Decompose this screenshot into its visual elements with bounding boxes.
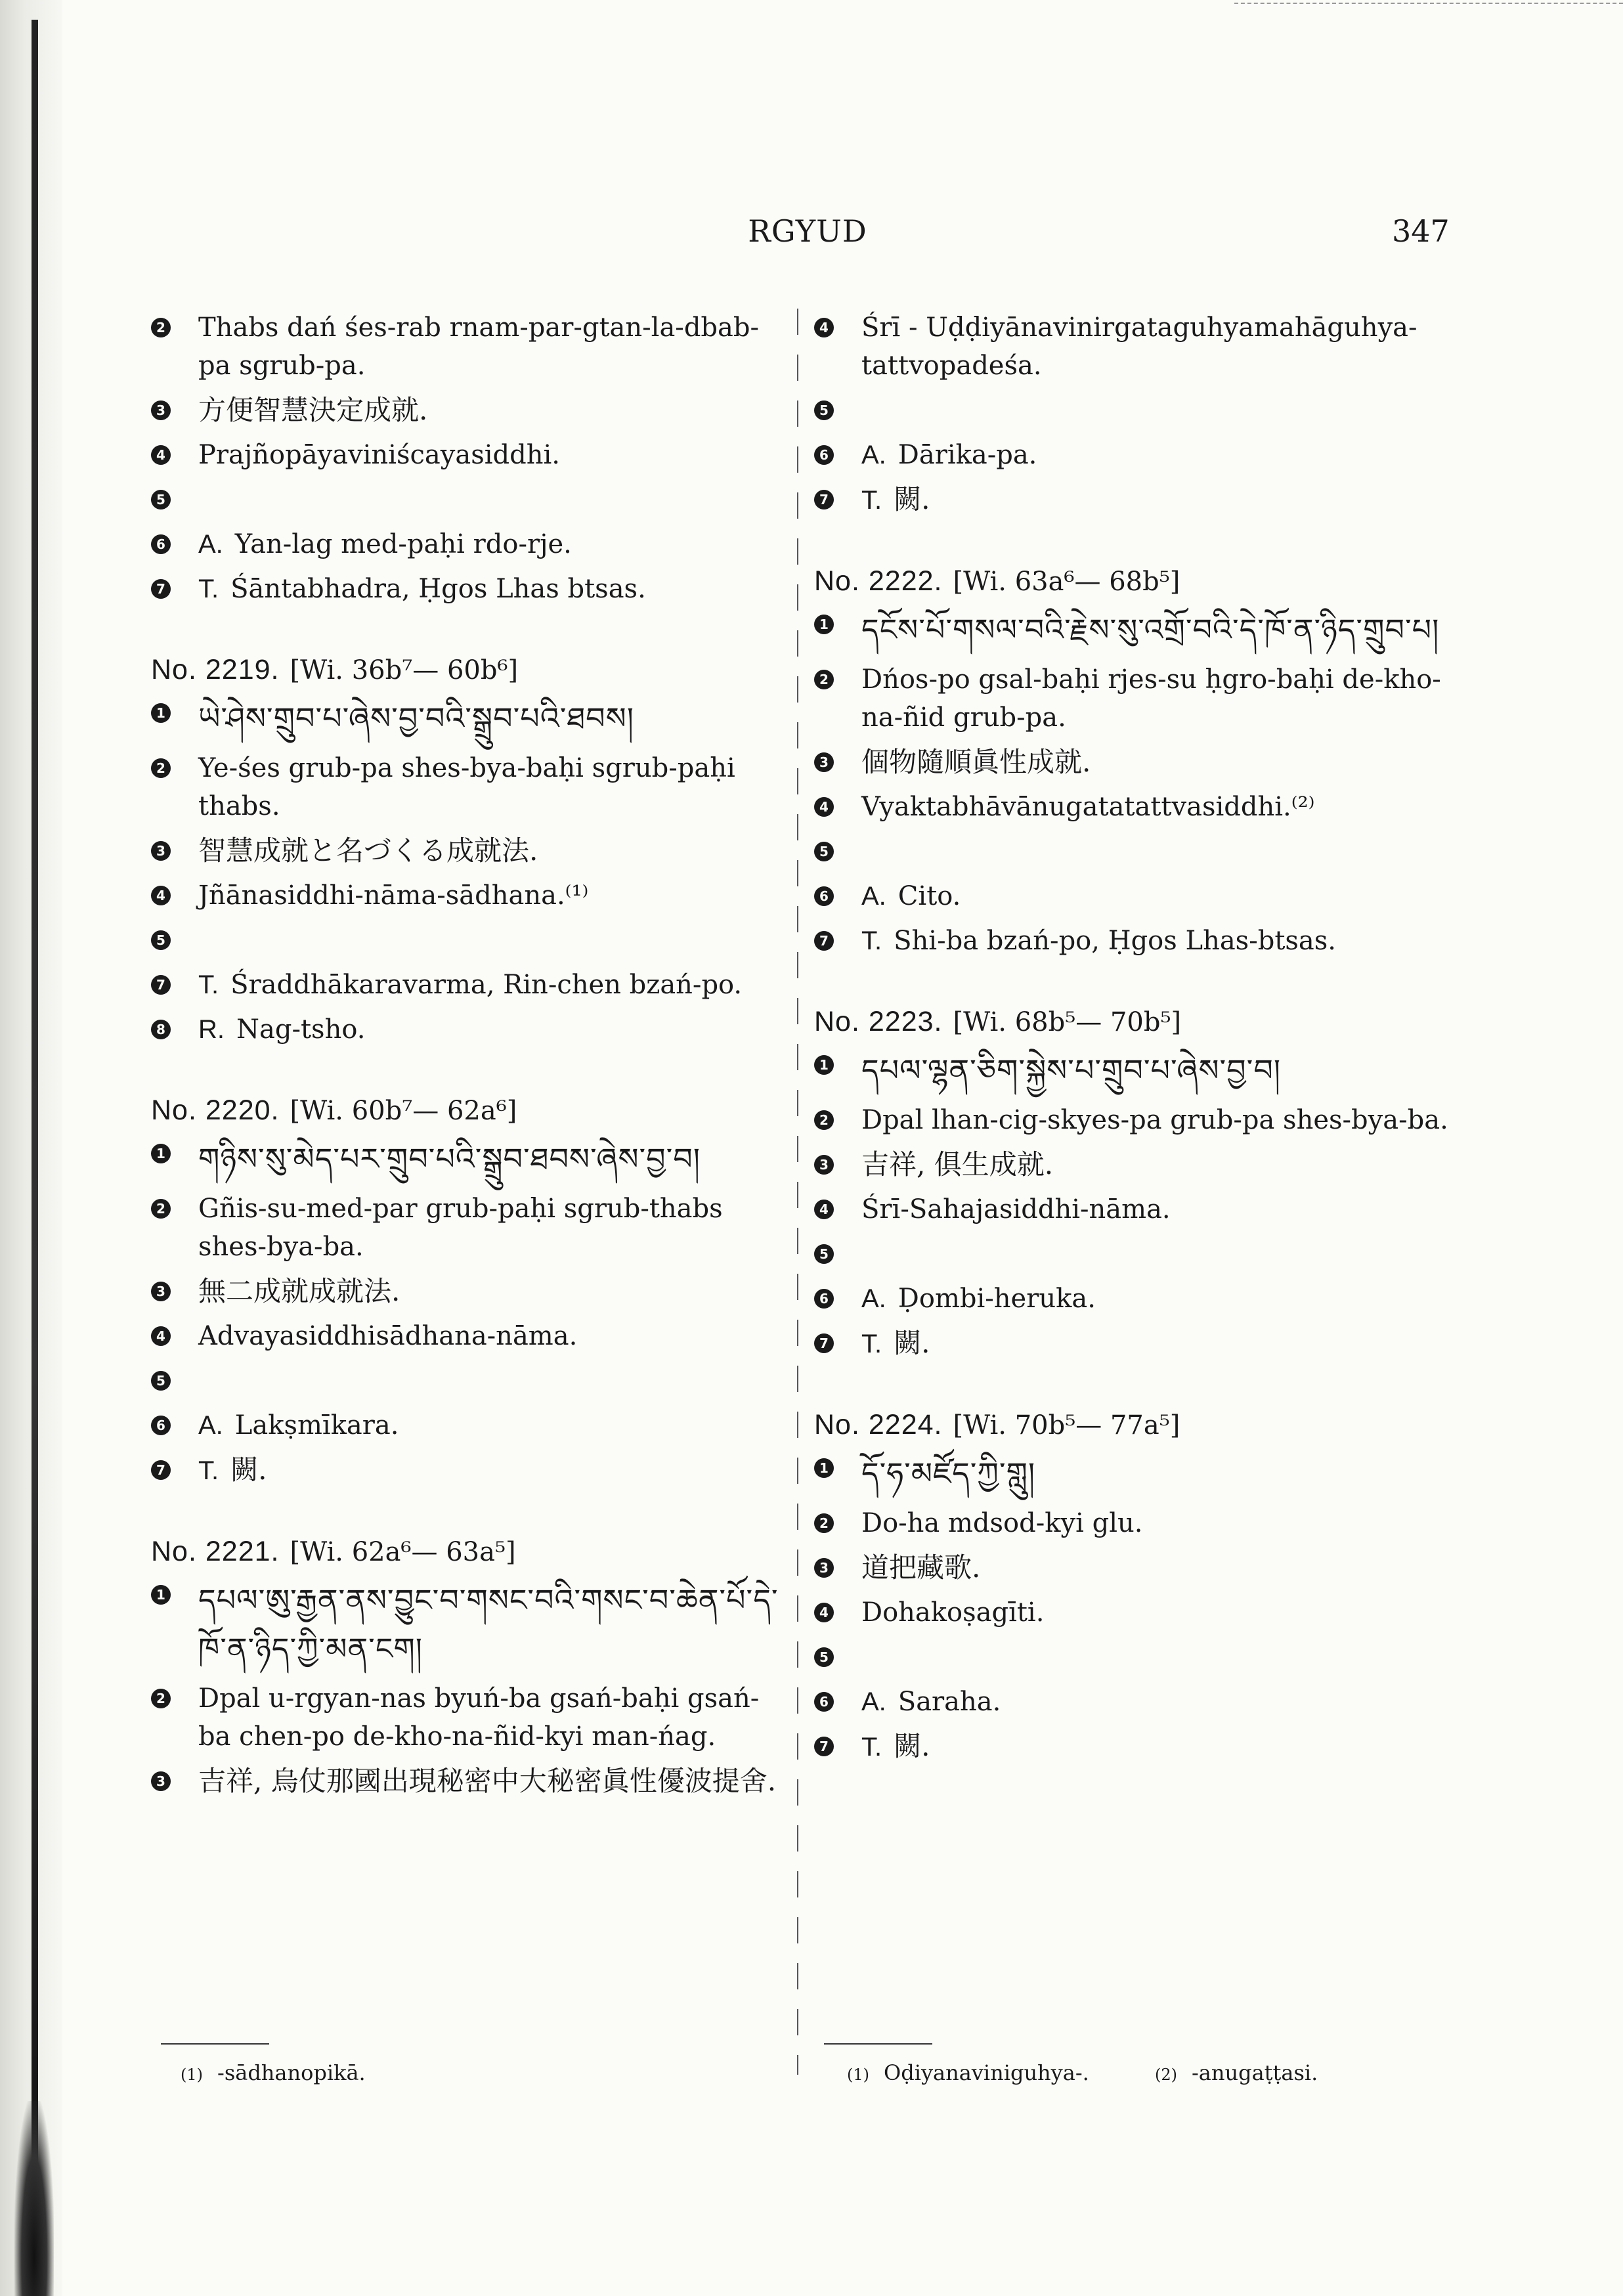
list-item [151, 309, 781, 385]
item-text: Dpal lhan-cig-skyes-pa grub-pa shes-bya-ba. [861, 1105, 1448, 1135]
item-text: Ḍombi-heruka. [898, 1284, 1096, 1314]
item-text: 方便智慧決定成就. [198, 394, 428, 426]
entry-number: No. 2222. [814, 565, 943, 597]
tibetan-title: གཉིས་སུ་མེད་པར་གྲུབ་པའི་སྒྲུབ་ཐབས་ཞེས་བྱ་བ། [198, 1141, 701, 1177]
list-item [151, 1135, 781, 1183]
footnote-left [181, 2060, 366, 2085]
item-marker: 2 [814, 1110, 834, 1130]
list-item [814, 1146, 1471, 1184]
list-item [814, 1549, 1471, 1587]
item-text: 闕. [894, 483, 930, 515]
item-marker: 2 [151, 318, 171, 337]
item-text: Dńos-po gsal-baḥi rjes-su ḥgro-baḥi de-kho-na-ñid grub-pa. [861, 664, 1441, 733]
footnote-rule-right [824, 2043, 932, 2045]
entry-2218-continued [151, 309, 781, 608]
running-head: RGYUD [748, 213, 867, 249]
entry-number: No. 2220. [151, 1094, 280, 1126]
item-marker: 3 [151, 1771, 171, 1791]
role-label: A. [861, 882, 886, 911]
list-item [151, 1762, 781, 1800]
list-item [151, 1576, 781, 1673]
page-number: 347 [1392, 213, 1450, 249]
item-text: Shi-ba bzań-po, Ḥgos Lhas-btsas. [894, 926, 1337, 956]
role-label: T. [861, 926, 882, 955]
list-item [151, 570, 781, 608]
list-item [814, 1504, 1471, 1542]
item-text: Nag-tsho. [236, 1014, 366, 1045]
list-item [151, 921, 781, 959]
list-item [151, 525, 781, 563]
item-text: 無二成就成就法. [198, 1275, 400, 1307]
entry-number: No. 2221. [151, 1536, 280, 1567]
tibetan-title: དཔལ་ལྷན་ཅིག་སྐྱེས་པ་གྲུབ་པ་ཞེས་བྱ་བ། [861, 1052, 1282, 1088]
item-text: Dārika-pa. [898, 440, 1037, 470]
entry-2222 [814, 565, 1471, 960]
item-text: 闕. [894, 1327, 930, 1359]
item-text: Dpal u-rgyan-nas byuń-ba gsań-baḥi gsań-ba chen-po de-kho-na-ñid-kyi man-ńag. [198, 1683, 760, 1752]
item-marker: 1 [151, 703, 171, 723]
entry-number: No. 2224. [814, 1409, 943, 1440]
list-item [814, 743, 1471, 781]
list-item [814, 605, 1471, 654]
item-marker: 6 [814, 1289, 834, 1309]
entry-heading [151, 1536, 781, 1568]
role-label: A. [198, 1411, 223, 1440]
item-marker: 2 [151, 1199, 171, 1219]
item-text: Do-ha mdsod-kyi glu. [861, 1508, 1143, 1538]
item-text: Advayasiddhisādhana-nāma. [198, 1321, 578, 1351]
item-marker: 1 [814, 1458, 834, 1478]
item-text: Lakṣmīkara. [234, 1410, 399, 1440]
item-marker: 6 [814, 1692, 834, 1712]
item-text: Ye-śes grub-pa shes-bya-baḥi sgrub-paḥi thabs. [198, 753, 735, 821]
item-marker: 2 [151, 758, 171, 778]
list-item [151, 694, 781, 743]
item-marker: 2 [814, 670, 834, 689]
list-item [151, 436, 781, 474]
binding-shadow [14, 2101, 54, 2296]
entry-2219 [151, 654, 781, 1049]
role-label: T. [861, 486, 882, 515]
entry-2221-continued [814, 309, 1471, 519]
list-item [151, 1679, 781, 1756]
item-marker: 2 [151, 1689, 171, 1708]
footnote-text: Oḍiyanaviniguhya-. [884, 2060, 1089, 2085]
footnote-rule-left [161, 2043, 269, 2045]
list-item [151, 1317, 781, 1355]
entry-heading [814, 1409, 1471, 1441]
item-marker: 1 [151, 1144, 171, 1163]
item-marker: 5 [151, 490, 171, 509]
list-item [151, 877, 781, 915]
list-item [151, 1406, 781, 1444]
role-label: T. [198, 970, 219, 999]
item-text: Vyaktabhāvānugatatattvasiddhi.⁽²⁾ [861, 792, 1315, 822]
item-text [198, 1362, 781, 1400]
entry-heading [814, 565, 1471, 597]
tibetan-title: དཔལ་ཨུ་རྒྱན་ནས་བྱུང་བ་གསང་བའི་གསང་བ་ཆེན་པོ་དེ་ཁོ་ན་ཉིད་ཀྱི་མན་ངག། [198, 1582, 779, 1666]
item-marker: 3 [814, 1558, 834, 1578]
item-text: 闕. [894, 1730, 930, 1762]
item-marker: 3 [814, 1155, 834, 1175]
item-marker: 3 [151, 401, 171, 420]
item-text [861, 1638, 1471, 1676]
entry-heading [151, 654, 781, 686]
list-item [151, 1010, 781, 1049]
item-marker: 7 [151, 1460, 171, 1480]
item-marker: 2 [814, 1513, 834, 1533]
entry-number: No. 2219. [151, 654, 280, 685]
item-marker: 3 [814, 752, 834, 772]
list-item [151, 966, 781, 1004]
item-marker: 4 [151, 445, 171, 465]
list-item [814, 309, 1471, 385]
entry-ref: [Wi. 62a⁶— 63a⁵] [290, 1537, 516, 1567]
entry-ref: [Wi. 70b⁵— 77a⁵] [953, 1410, 1180, 1440]
role-label: T. [198, 1456, 219, 1485]
item-marker: 8 [151, 1020, 171, 1039]
entry-ref: [Wi. 68b⁵— 70b⁵] [953, 1007, 1182, 1037]
item-marker: 5 [151, 930, 171, 950]
tibetan-title: ཡེ་ཤེས་གྲུབ་པ་ཞེས་བྱ་བའི་སྒྲུབ་པའི་ཐབས། [198, 701, 634, 736]
role-label: T. [861, 1330, 882, 1358]
entry-ref: [Wi. 36b⁷— 60b⁶] [290, 655, 519, 685]
item-marker: 7 [151, 579, 171, 599]
item-marker: 1 [151, 1585, 171, 1605]
item-marker: 4 [814, 1200, 834, 1219]
role-label: R. [198, 1015, 225, 1044]
list-item [151, 1451, 781, 1490]
list-item [814, 661, 1471, 737]
item-text: Thabs dań śes-rab rnam-par-gtan-la-dbab-pa sgrub-pa. [198, 313, 760, 381]
list-item [814, 1235, 1471, 1273]
item-text: Dohakoṣagīti. [861, 1597, 1045, 1628]
footnote-text: -sādhanopikā. [217, 2060, 366, 2085]
entry-number: No. 2223. [814, 1006, 943, 1037]
role-label: A. [861, 1687, 886, 1716]
item-marker: 4 [151, 1326, 171, 1346]
item-text: Prajñopāyaviniścayasiddhi. [198, 440, 560, 470]
item-text: Gñis-su-med-par grub-paḥi sgrub-thabs shes-bya-ba. [198, 1194, 723, 1262]
footnote-text: -anugaṭṭasi. [1191, 2060, 1318, 2085]
list-item [814, 481, 1471, 519]
item-text: 個物隨順眞性成就. [861, 746, 1091, 778]
item-marker: 6 [814, 445, 834, 465]
item-marker: 3 [151, 841, 171, 861]
role-label: A. [861, 1284, 886, 1313]
item-text [198, 921, 781, 959]
item-text: Cito. [898, 881, 961, 911]
column-divider [797, 309, 798, 2075]
list-item [814, 877, 1471, 915]
right-column [814, 309, 1471, 1773]
item-marker: 4 [814, 1603, 834, 1622]
item-marker: 5 [814, 1244, 834, 1264]
role-label: A. [198, 530, 223, 559]
list-item [814, 436, 1471, 474]
role-label: A. [861, 441, 886, 469]
item-marker: 6 [151, 1416, 171, 1435]
item-text: Jñānasiddhi-nāma-sādhana.⁽¹⁾ [198, 880, 589, 911]
entry-2224 [814, 1409, 1471, 1766]
item-text [861, 391, 1471, 429]
item-text [198, 481, 781, 519]
role-label: T. [198, 574, 219, 603]
item-text: 智慧成就と名づくる成就法. [198, 834, 538, 867]
list-item [814, 1324, 1471, 1363]
entry-heading [151, 1094, 781, 1127]
item-marker: 6 [151, 534, 171, 554]
list-item [151, 1362, 781, 1400]
entry-heading [814, 1006, 1471, 1038]
list-item [814, 1449, 1471, 1498]
item-marker: 4 [814, 318, 834, 337]
item-marker: 7 [814, 931, 834, 951]
list-item [814, 1727, 1471, 1766]
entry-ref: [Wi. 60b⁷— 62a⁶] [290, 1096, 517, 1126]
item-text: Śraddhākaravarma, Rin-chen bzań-po. [230, 970, 743, 1000]
item-text: 道把藏歌. [861, 1551, 981, 1584]
item-marker: 5 [151, 1371, 171, 1391]
item-text: Saraha. [898, 1687, 1001, 1717]
item-text: Śāntabhadra, Ḥgos Lhas btsas. [230, 574, 646, 604]
list-item [151, 749, 781, 825]
list-item [814, 1683, 1471, 1721]
entry-2221 [151, 1536, 781, 1800]
footnote-right [847, 2060, 1318, 2085]
item-marker: 5 [814, 401, 834, 420]
list-item [151, 1272, 781, 1310]
list-item [151, 481, 781, 519]
item-text: Yan-lag med-paḥi rdo-rje. [234, 529, 572, 559]
top-rule [1234, 0, 1623, 4]
item-marker: 4 [814, 797, 834, 817]
left-column [151, 309, 781, 1807]
item-marker: 5 [814, 842, 834, 861]
footnote-number: (2) [1154, 2066, 1177, 2084]
tibetan-title: དོ་ཧ་མཛོད་ཀྱི་གླུ། [861, 1456, 1036, 1491]
list-item [814, 1593, 1471, 1632]
role-label: T. [861, 1733, 882, 1762]
item-text [861, 1235, 1471, 1273]
entry-ref: [Wi. 63a⁶— 68b⁵] [953, 567, 1180, 597]
binding-bar [32, 20, 38, 2278]
footnote-number: (1) [181, 2066, 203, 2084]
list-item [814, 1638, 1471, 1676]
entry-2220 [151, 1094, 781, 1490]
item-marker: 5 [814, 1647, 834, 1667]
item-text: Śrī - Uḍḍiyānavinirgataguhyamahāguhya-tattvopadeśa. [861, 313, 1417, 381]
item-marker: 6 [814, 886, 834, 906]
item-marker: 7 [814, 1333, 834, 1353]
item-marker: 1 [814, 1055, 834, 1075]
item-marker: 7 [814, 1737, 834, 1756]
list-item [814, 1190, 1471, 1228]
item-text: 吉祥, 烏仗那國出現秘密中大秘密眞性優波提舍. [198, 1765, 777, 1797]
list-item [814, 833, 1471, 871]
list-item [814, 922, 1471, 960]
item-marker: 4 [151, 886, 171, 905]
item-text: 吉祥, 俱生成就. [861, 1148, 1054, 1180]
entry-2223 [814, 1006, 1471, 1363]
item-marker: 3 [151, 1282, 171, 1301]
list-item [151, 832, 781, 870]
footnote-number: (1) [847, 2066, 869, 2084]
item-marker: 1 [814, 615, 834, 634]
item-marker: 7 [151, 975, 171, 995]
item-text: Śrī-Sahajasiddhi-nāma. [861, 1194, 1171, 1224]
list-item [814, 1101, 1471, 1139]
list-item [814, 1046, 1471, 1094]
item-text: 闕. [230, 1454, 267, 1486]
tibetan-title: དངོས་པོ་གསལ་བའི་རྗེས་སུ་འགྲོ་བའི་དེ་ཁོ་ན་ཉིད་གྲུབ་པ། [861, 612, 1440, 647]
item-text [861, 833, 1471, 871]
list-item [814, 391, 1471, 429]
item-marker: 7 [814, 490, 834, 509]
list-item [151, 1190, 781, 1266]
list-item [814, 1280, 1471, 1318]
list-item [814, 788, 1471, 826]
list-item [151, 391, 781, 429]
